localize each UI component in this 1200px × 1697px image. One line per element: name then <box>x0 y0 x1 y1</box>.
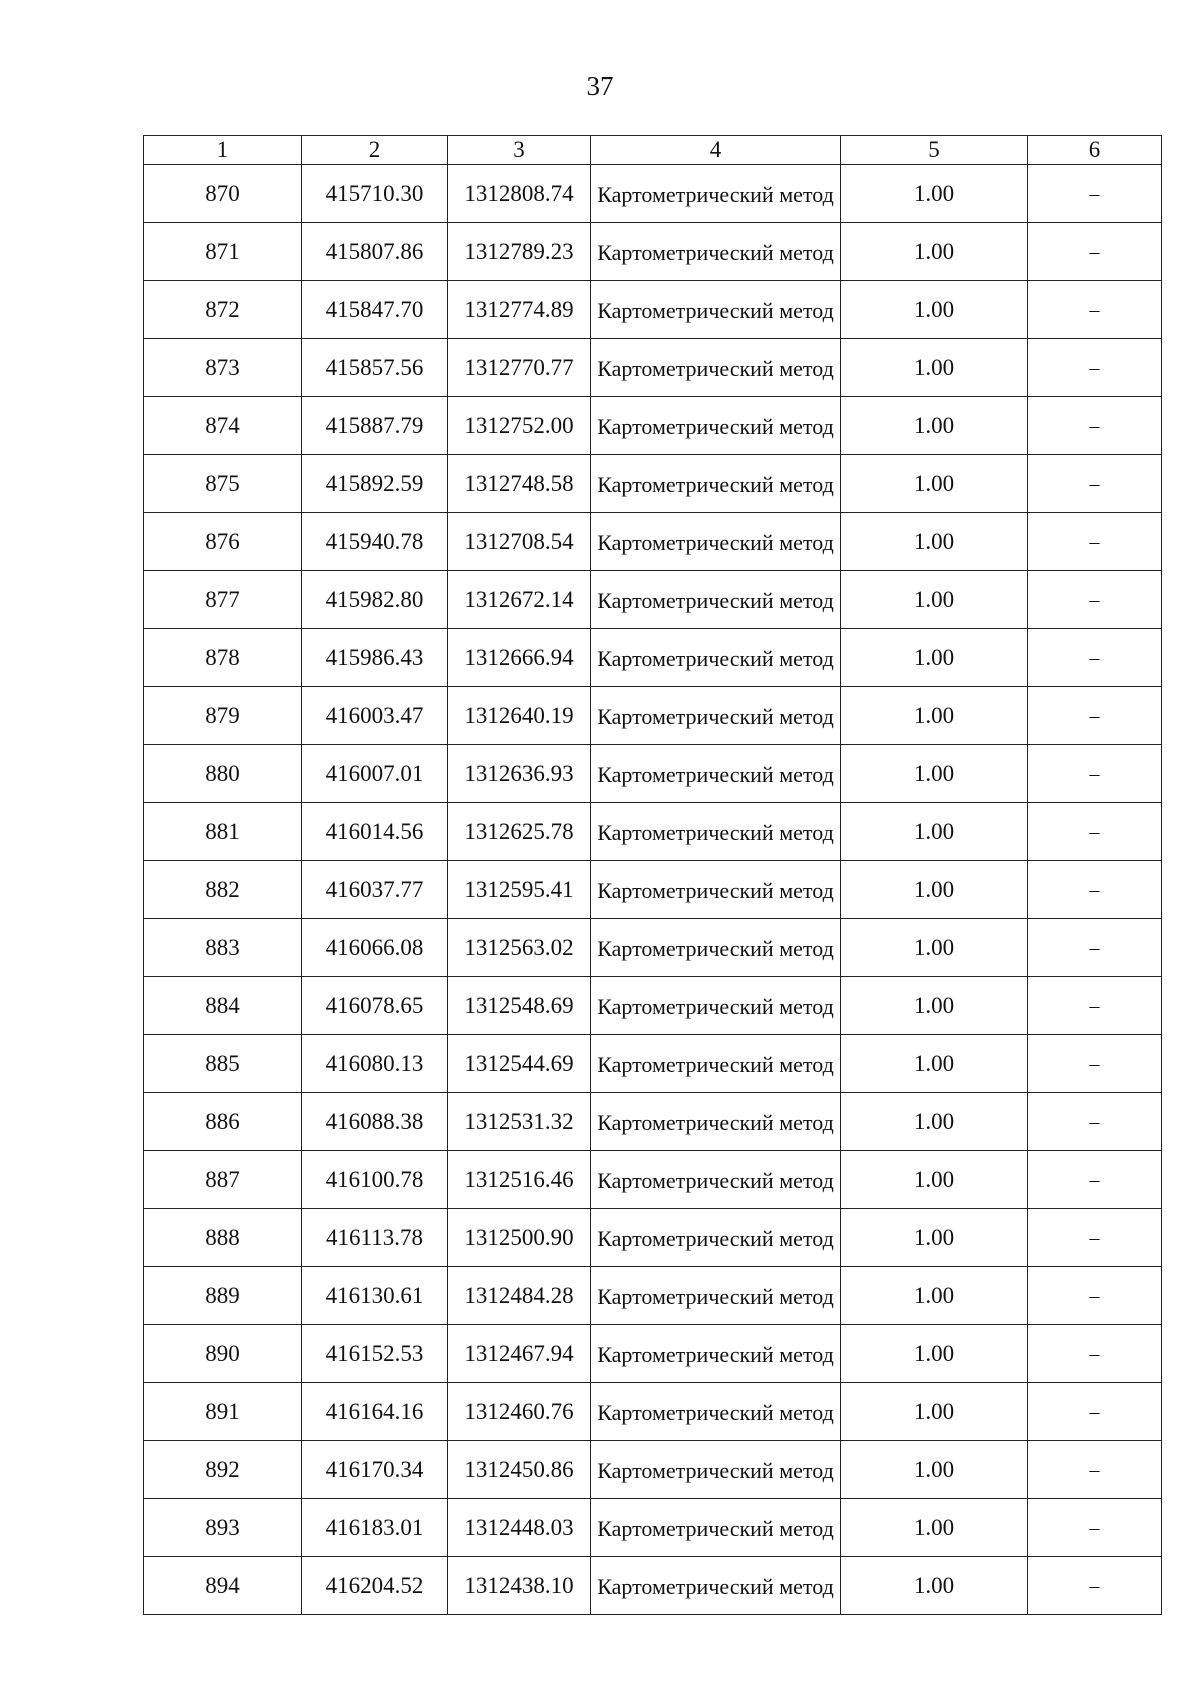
point-number-cell: 871 <box>144 223 302 281</box>
accuracy-cell: 1.00 <box>841 919 1028 977</box>
method-cell: Картометрический метод <box>591 1499 841 1557</box>
accuracy-cell: 1.00 <box>841 281 1028 339</box>
method-cell: Картометрический метод <box>591 339 841 397</box>
accuracy-cell: 1.00 <box>841 1557 1028 1615</box>
table-row <box>144 1383 1162 1441</box>
method-cell: Картометрический метод <box>591 687 841 745</box>
x-coordinate-cell: 416088.38 <box>302 1093 448 1151</box>
y-coordinate-cell: 1312666.94 <box>448 629 591 687</box>
point-number-cell: 878 <box>144 629 302 687</box>
accuracy-cell: 1.00 <box>841 1209 1028 1267</box>
x-coordinate-cell: 415857.56 <box>302 339 448 397</box>
y-coordinate-cell: 1312770.77 <box>448 339 591 397</box>
note-cell: – <box>1028 861 1162 919</box>
point-number-cell: 880 <box>144 745 302 803</box>
table-row <box>144 919 1162 977</box>
table-row <box>144 861 1162 919</box>
method-cell: Картометрический метод <box>591 1325 841 1383</box>
accuracy-cell: 1.00 <box>841 571 1028 629</box>
x-coordinate-cell: 415807.86 <box>302 223 448 281</box>
y-coordinate-cell: 1312636.93 <box>448 745 591 803</box>
method-cell: Картометрический метод <box>591 803 841 861</box>
point-number-cell: 893 <box>144 1499 302 1557</box>
point-number-cell: 887 <box>144 1151 302 1209</box>
note-cell: – <box>1028 397 1162 455</box>
y-coordinate-cell: 1312460.76 <box>448 1383 591 1441</box>
note-cell: – <box>1028 1557 1162 1615</box>
x-coordinate-cell: 416014.56 <box>302 803 448 861</box>
point-number-cell: 889 <box>144 1267 302 1325</box>
y-coordinate-cell: 1312516.46 <box>448 1151 591 1209</box>
note-cell: – <box>1028 1383 1162 1441</box>
column-header: 6 <box>1028 136 1162 165</box>
note-cell: – <box>1028 803 1162 861</box>
x-coordinate-cell: 416037.77 <box>302 861 448 919</box>
table-row <box>144 1441 1162 1499</box>
accuracy-cell: 1.00 <box>841 1441 1028 1499</box>
table-row <box>144 977 1162 1035</box>
method-cell: Картометрический метод <box>591 571 841 629</box>
table-row <box>144 513 1162 571</box>
table-row <box>144 1499 1162 1557</box>
point-number-cell: 872 <box>144 281 302 339</box>
point-number-cell: 877 <box>144 571 302 629</box>
point-number-cell: 883 <box>144 919 302 977</box>
x-coordinate-cell: 416007.01 <box>302 745 448 803</box>
x-coordinate-cell: 415847.70 <box>302 281 448 339</box>
accuracy-cell: 1.00 <box>841 1499 1028 1557</box>
x-coordinate-cell: 416164.16 <box>302 1383 448 1441</box>
table-row <box>144 1325 1162 1383</box>
table-row <box>144 1151 1162 1209</box>
method-cell: Картометрический метод <box>591 1209 841 1267</box>
x-coordinate-cell: 415710.30 <box>302 165 448 223</box>
point-number-cell: 881 <box>144 803 302 861</box>
x-coordinate-cell: 416170.34 <box>302 1441 448 1499</box>
method-cell: Картометрический метод <box>591 745 841 803</box>
table-body <box>144 165 1162 1615</box>
point-number-cell: 874 <box>144 397 302 455</box>
table-row <box>144 455 1162 513</box>
table-row <box>144 1035 1162 1093</box>
note-cell: – <box>1028 455 1162 513</box>
x-coordinate-cell: 415887.79 <box>302 397 448 455</box>
table-row <box>144 687 1162 745</box>
page-number: 37 <box>586 71 614 101</box>
table-row <box>144 281 1162 339</box>
y-coordinate-cell: 1312774.89 <box>448 281 591 339</box>
accuracy-cell: 1.00 <box>841 455 1028 513</box>
point-number-cell: 894 <box>144 1557 302 1615</box>
x-coordinate-cell: 415982.80 <box>302 571 448 629</box>
accuracy-cell: 1.00 <box>841 165 1028 223</box>
method-cell: Картометрический метод <box>591 1151 841 1209</box>
note-cell: – <box>1028 1267 1162 1325</box>
note-cell: – <box>1028 281 1162 339</box>
x-coordinate-cell: 416130.61 <box>302 1267 448 1325</box>
method-cell: Картометрический метод <box>591 455 841 513</box>
table-row <box>144 571 1162 629</box>
y-coordinate-cell: 1312448.03 <box>448 1499 591 1557</box>
table-row <box>144 339 1162 397</box>
method-cell: Картометрический метод <box>591 1441 841 1499</box>
x-coordinate-cell: 416113.78 <box>302 1209 448 1267</box>
point-number-cell: 886 <box>144 1093 302 1151</box>
accuracy-cell: 1.00 <box>841 1093 1028 1151</box>
table-row <box>144 1209 1162 1267</box>
x-coordinate-cell: 416152.53 <box>302 1325 448 1383</box>
method-cell: Картометрический метод <box>591 1557 841 1615</box>
accuracy-cell: 1.00 <box>841 1035 1028 1093</box>
y-coordinate-cell: 1312467.94 <box>448 1325 591 1383</box>
x-coordinate-cell: 415986.43 <box>302 629 448 687</box>
method-cell: Картометрический метод <box>591 397 841 455</box>
x-coordinate-cell: 416003.47 <box>302 687 448 745</box>
point-number-cell: 891 <box>144 1383 302 1441</box>
table-row <box>144 745 1162 803</box>
x-coordinate-cell: 416204.52 <box>302 1557 448 1615</box>
table-row <box>144 165 1162 223</box>
x-coordinate-cell: 416066.08 <box>302 919 448 977</box>
method-cell: Картометрический метод <box>591 977 841 1035</box>
x-coordinate-cell: 416183.01 <box>302 1499 448 1557</box>
point-number-cell: 876 <box>144 513 302 571</box>
table-row <box>144 1267 1162 1325</box>
y-coordinate-cell: 1312531.32 <box>448 1093 591 1151</box>
note-cell: – <box>1028 1209 1162 1267</box>
accuracy-cell: 1.00 <box>841 687 1028 745</box>
note-cell: – <box>1028 165 1162 223</box>
table-row <box>144 1557 1162 1615</box>
column-header: 5 <box>841 136 1028 165</box>
column-header: 4 <box>591 136 841 165</box>
note-cell: – <box>1028 223 1162 281</box>
note-cell: – <box>1028 339 1162 397</box>
x-coordinate-cell: 416078.65 <box>302 977 448 1035</box>
note-cell: – <box>1028 745 1162 803</box>
table-header-row <box>144 136 1162 165</box>
accuracy-cell: 1.00 <box>841 1325 1028 1383</box>
accuracy-cell: 1.00 <box>841 745 1028 803</box>
coordinates-table <box>143 135 1162 1615</box>
y-coordinate-cell: 1312672.14 <box>448 571 591 629</box>
y-coordinate-cell: 1312640.19 <box>448 687 591 745</box>
y-coordinate-cell: 1312595.41 <box>448 861 591 919</box>
accuracy-cell: 1.00 <box>841 1267 1028 1325</box>
column-header: 3 <box>448 136 591 165</box>
method-cell: Картометрический метод <box>591 919 841 977</box>
y-coordinate-cell: 1312450.86 <box>448 1441 591 1499</box>
y-coordinate-cell: 1312748.58 <box>448 455 591 513</box>
table-row <box>144 397 1162 455</box>
note-cell: – <box>1028 1035 1162 1093</box>
point-number-cell: 882 <box>144 861 302 919</box>
y-coordinate-cell: 1312808.74 <box>448 165 591 223</box>
note-cell: – <box>1028 1093 1162 1151</box>
x-coordinate-cell: 415892.59 <box>302 455 448 513</box>
accuracy-cell: 1.00 <box>841 1383 1028 1441</box>
accuracy-cell: 1.00 <box>841 223 1028 281</box>
method-cell: Картометрический метод <box>591 629 841 687</box>
y-coordinate-cell: 1312438.10 <box>448 1557 591 1615</box>
note-cell: – <box>1028 1441 1162 1499</box>
note-cell: – <box>1028 1151 1162 1209</box>
note-cell: – <box>1028 919 1162 977</box>
method-cell: Картометрический метод <box>591 281 841 339</box>
method-cell: Картометрический метод <box>591 1035 841 1093</box>
y-coordinate-cell: 1312625.78 <box>448 803 591 861</box>
column-header: 1 <box>144 136 302 165</box>
point-number-cell: 875 <box>144 455 302 513</box>
note-cell: – <box>1028 513 1162 571</box>
method-cell: Картометрический метод <box>591 1383 841 1441</box>
y-coordinate-cell: 1312484.28 <box>448 1267 591 1325</box>
table-row <box>144 629 1162 687</box>
note-cell: – <box>1028 629 1162 687</box>
note-cell: – <box>1028 1325 1162 1383</box>
accuracy-cell: 1.00 <box>841 803 1028 861</box>
table-row <box>144 223 1162 281</box>
y-coordinate-cell: 1312789.23 <box>448 223 591 281</box>
method-cell: Картометрический метод <box>591 223 841 281</box>
x-coordinate-cell: 416100.78 <box>302 1151 448 1209</box>
method-cell: Картометрический метод <box>591 513 841 571</box>
y-coordinate-cell: 1312563.02 <box>448 919 591 977</box>
accuracy-cell: 1.00 <box>841 977 1028 1035</box>
accuracy-cell: 1.00 <box>841 339 1028 397</box>
point-number-cell: 879 <box>144 687 302 745</box>
y-coordinate-cell: 1312544.69 <box>448 1035 591 1093</box>
method-cell: Картометрический метод <box>591 165 841 223</box>
x-coordinate-cell: 416080.13 <box>302 1035 448 1093</box>
point-number-cell: 890 <box>144 1325 302 1383</box>
method-cell: Картометрический метод <box>591 1267 841 1325</box>
point-number-cell: 884 <box>144 977 302 1035</box>
y-coordinate-cell: 1312548.69 <box>448 977 591 1035</box>
accuracy-cell: 1.00 <box>841 629 1028 687</box>
y-coordinate-cell: 1312500.90 <box>448 1209 591 1267</box>
y-coordinate-cell: 1312708.54 <box>448 513 591 571</box>
accuracy-cell: 1.00 <box>841 397 1028 455</box>
accuracy-cell: 1.00 <box>841 513 1028 571</box>
method-cell: Картометрический метод <box>591 861 841 919</box>
note-cell: – <box>1028 571 1162 629</box>
y-coordinate-cell: 1312752.00 <box>448 397 591 455</box>
method-cell: Картометрический метод <box>591 1093 841 1151</box>
point-number-cell: 892 <box>144 1441 302 1499</box>
point-number-cell: 888 <box>144 1209 302 1267</box>
accuracy-cell: 1.00 <box>841 861 1028 919</box>
note-cell: – <box>1028 687 1162 745</box>
point-number-cell: 885 <box>144 1035 302 1093</box>
note-cell: – <box>1028 977 1162 1035</box>
x-coordinate-cell: 415940.78 <box>302 513 448 571</box>
point-number-cell: 873 <box>144 339 302 397</box>
note-cell: – <box>1028 1499 1162 1557</box>
table-row <box>144 1093 1162 1151</box>
column-header: 2 <box>302 136 448 165</box>
accuracy-cell: 1.00 <box>841 1151 1028 1209</box>
table-row <box>144 803 1162 861</box>
point-number-cell: 870 <box>144 165 302 223</box>
